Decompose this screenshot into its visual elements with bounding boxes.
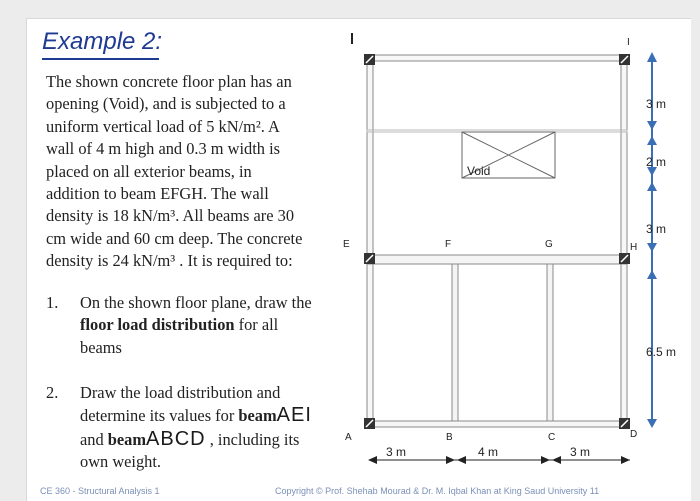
arrow-down-icon (647, 243, 657, 252)
dim-label-bottom: 3 m (386, 445, 407, 459)
dim-label-right: 3 m (646, 222, 667, 236)
column-icon (619, 418, 630, 429)
point-label-g: G (545, 239, 553, 250)
statement-line: cm wide and 60 cm deep. The concrete (46, 228, 303, 248)
task-bold-text: beam (107, 429, 147, 449)
point-label-a: A (345, 432, 352, 443)
footer-course: CE 360 - Structural Analysis 1 (40, 486, 160, 496)
statement-line: wall of 4 m high and 0.3 m width is (46, 139, 281, 159)
statement-line: addition to beam EFGH. The wall (46, 184, 269, 204)
arrow-left-icon (552, 456, 561, 464)
handwritten-annotation: AEI (276, 404, 312, 427)
arrow-up-icon (647, 52, 657, 62)
point-label-e: E (343, 239, 350, 250)
arrow-right-icon (446, 456, 455, 464)
task-text: , including its (205, 429, 300, 449)
arrow-right-icon (621, 456, 630, 464)
point-label-i: I (627, 37, 630, 48)
arrow-up-icon (647, 270, 657, 279)
dim-label-right: 6.5 m (646, 345, 677, 359)
column-icon (364, 54, 375, 65)
statement-line: The shown concrete floor plan has an (46, 72, 292, 91)
task-number: 2. (46, 383, 59, 402)
outer-beams (367, 55, 627, 427)
point-label-b: B (446, 432, 453, 443)
column-icon (619, 253, 630, 264)
footer-copyright: Copyright © Prof. Shehab Mourad & Dr. M. Iqbal Khan at King Saud University 11 (275, 486, 600, 496)
task-number: 1. (46, 293, 59, 312)
handwritten-annotation: ABCD (146, 427, 206, 450)
statement-line: placed on all exterior beams, in (46, 161, 252, 181)
arrow-down-icon (647, 419, 657, 428)
point-label-d: D (630, 429, 638, 440)
point-label-h: H (630, 242, 638, 253)
statement-line: density is 18 kN/m³. All beams are 30 (46, 206, 295, 226)
task-text: for all (234, 315, 279, 335)
statement-line: density is 24 kN/m³ . It is required to: (46, 251, 293, 271)
statement-line: opening (Void), and is subjected to a (46, 94, 286, 114)
dim-label-bottom: 4 m (478, 445, 499, 459)
task-text: determine its values for (80, 406, 239, 426)
dim-label-right: 3 m (646, 97, 667, 111)
statement-line: uniform vertical load of 5 kN/m². A (46, 116, 280, 136)
arrow-right-icon (541, 456, 550, 464)
task-bold-text: beam (238, 406, 277, 426)
task-line: On the shown floor plane, draw the (80, 293, 312, 312)
void-label: Void (467, 164, 491, 178)
task-line: beams (80, 337, 122, 357)
task-bold-text: floor load distribution (80, 315, 235, 335)
point-label-c: C (548, 432, 556, 443)
column-icon (364, 418, 375, 429)
arrow-up-icon (647, 136, 657, 145)
point-label-f: F (445, 239, 452, 250)
arrow-left-icon (368, 456, 377, 464)
task-text: and (80, 429, 108, 449)
bottom-dimension-line (368, 456, 630, 464)
column-icon (619, 54, 630, 65)
dim-label-bottom: 3 m (570, 445, 591, 459)
column-icon (364, 253, 375, 264)
dim-label-right: 2 m (646, 155, 667, 169)
task-line: own weight. (80, 452, 162, 472)
void-opening (462, 132, 555, 178)
arrow-left-icon (457, 456, 466, 464)
arrow-up-icon (647, 182, 657, 191)
arrow-down-icon (647, 121, 657, 130)
task-line: Draw the load distribution and (80, 383, 281, 402)
slide-title: Example 2: (42, 28, 163, 55)
